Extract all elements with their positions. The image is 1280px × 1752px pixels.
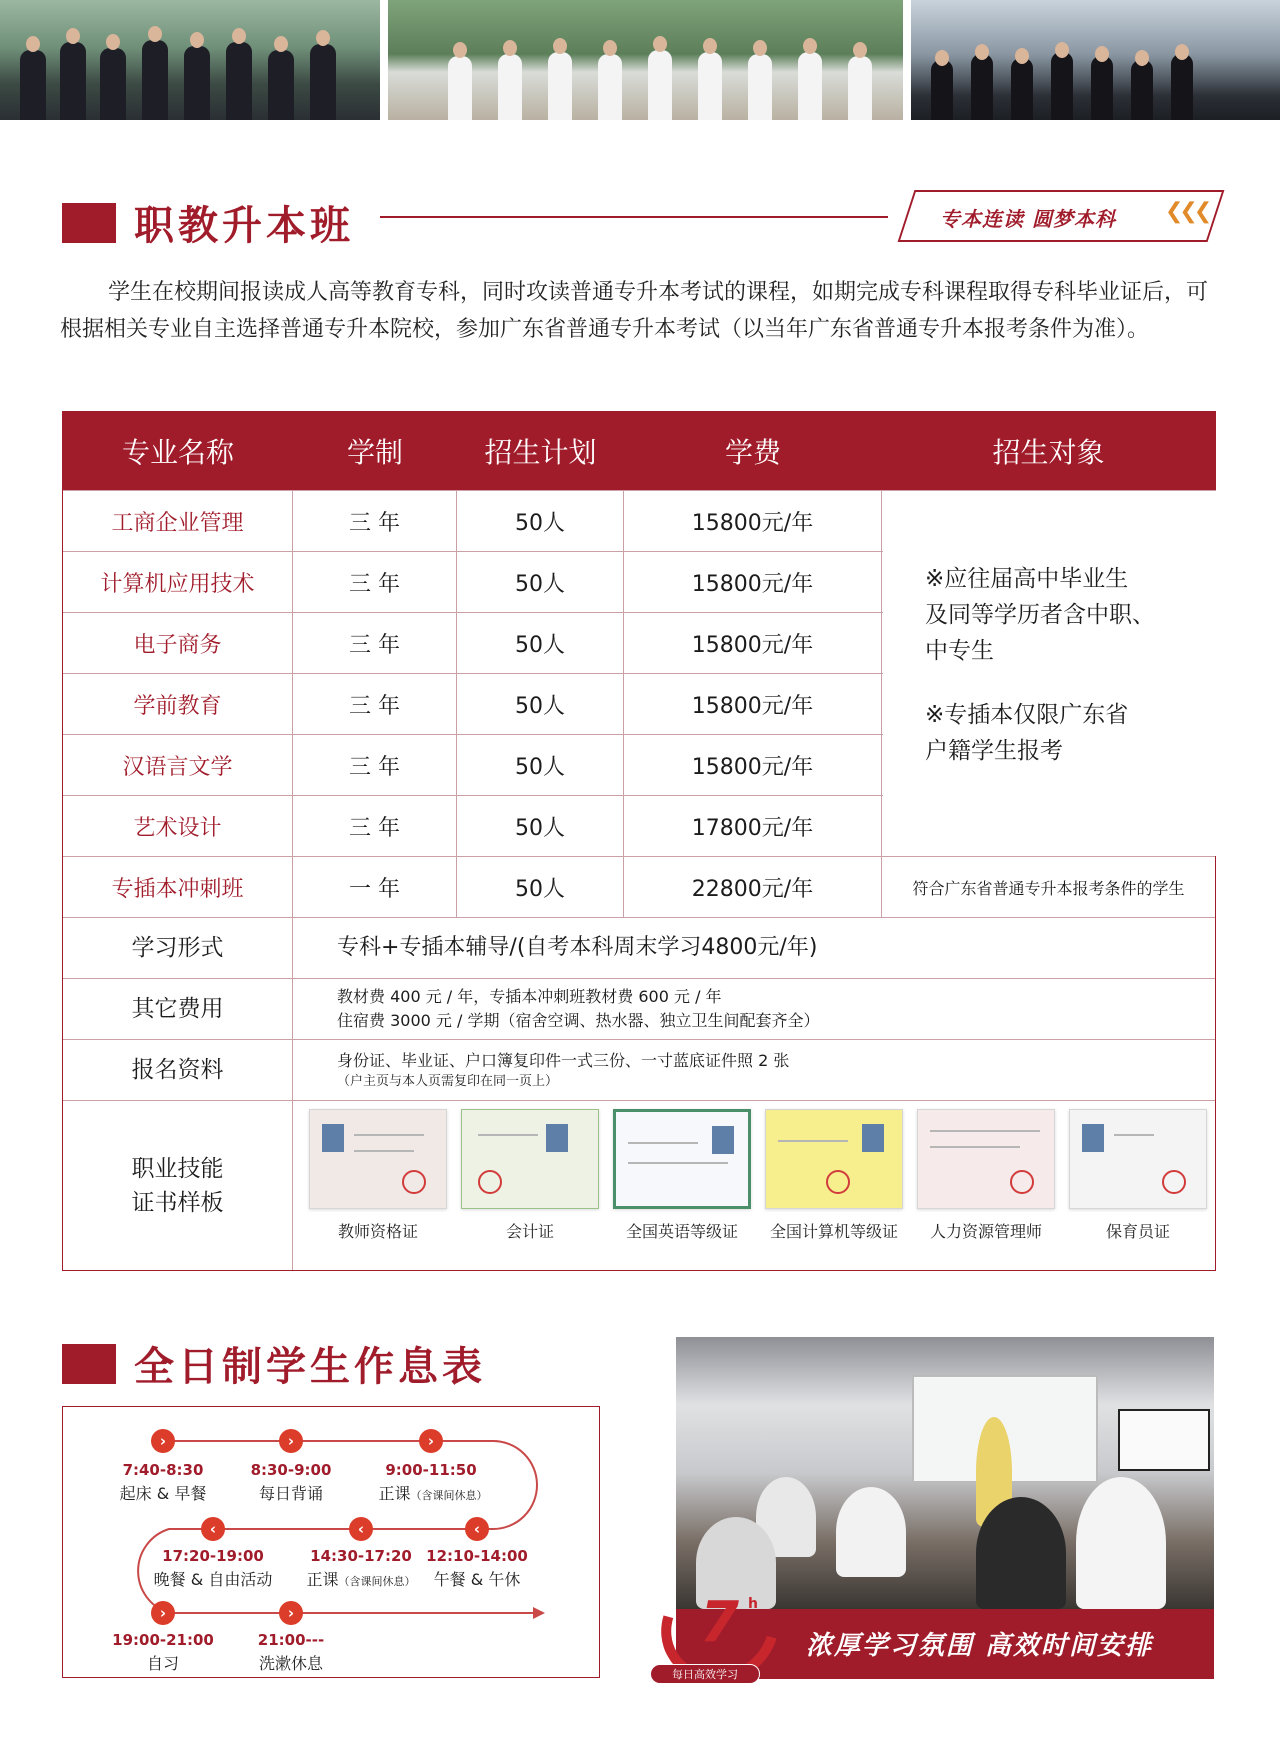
arrow-right-icon: › xyxy=(279,1429,303,1453)
heading-square-icon xyxy=(62,203,116,243)
label-certificates xyxy=(63,1101,293,1270)
badge-tag: 每日高效学习 xyxy=(650,1664,760,1684)
badge-number: 7 xyxy=(700,1590,739,1655)
value-study-form: 专科+专插本辅导/(自考本科周末学习4800元/年) xyxy=(337,935,818,960)
cell-target-last: 符合广东省普通专升本报考条件的学生 xyxy=(912,878,1185,898)
screen xyxy=(1118,1409,1210,1471)
program-table xyxy=(62,411,1216,1271)
cell-duration: 三 年 xyxy=(293,491,457,551)
other-fees-line-2: 住宿费 3000 元 / 学期（宿舍空调、热水器、独立卫生间配套齐全） xyxy=(337,1011,820,1030)
table-row xyxy=(63,856,1215,917)
schedule-time: 7:40-8:30 xyxy=(122,1461,204,1479)
arrow-left-icon: ‹ xyxy=(465,1517,489,1541)
cell-fee: 22800元/年 xyxy=(624,857,882,917)
certificate-image xyxy=(1069,1109,1207,1209)
target-line: 中专生 xyxy=(925,638,994,664)
schedule-time: 8:30-9:00 xyxy=(250,1461,332,1479)
schedule-time: 14:30-17:20 xyxy=(310,1547,412,1565)
certificate-english xyxy=(613,1109,751,1270)
arrow-right-icon: › xyxy=(151,1601,175,1625)
cell-major: 工商企业管理 xyxy=(63,491,293,551)
certificate-image xyxy=(461,1109,599,1209)
row-study-form xyxy=(63,917,1215,978)
cell-plan: 50人 xyxy=(457,552,624,612)
certificate-label: 全国计算机等级证 xyxy=(769,1222,898,1241)
target-line: ※专插本仅限广东省 xyxy=(925,702,1129,728)
photo-caption: 浓厚学习氛围 高效时间安排 xyxy=(806,1631,1154,1661)
chevrons-left-icon: ❮❮❮ xyxy=(1165,199,1209,224)
heading-square-icon xyxy=(62,1344,116,1384)
schedule-activity: 起床 & 早餐 xyxy=(119,1484,207,1503)
schedule-activity: 自习 xyxy=(146,1654,179,1673)
col-header-plan: 招生计划 xyxy=(484,436,597,469)
cell-duration: 三 年 xyxy=(293,796,457,856)
label-other-fees: 其它费用 xyxy=(63,979,293,1039)
section-title: 全日制学生作息表 xyxy=(134,1344,486,1390)
certificate-label: 人力资源管理师 xyxy=(929,1222,1042,1241)
label-certificates-line-1: 职业技能 xyxy=(131,1155,224,1182)
classroom-photo xyxy=(676,1337,1214,1609)
cell-duration: 一 年 xyxy=(293,857,457,917)
row-certificates xyxy=(63,1100,1215,1270)
cell-major: 专插本冲刺班 xyxy=(63,857,293,917)
schedule-activity: 午餐 & 午休 xyxy=(433,1570,521,1589)
certificate-teacher xyxy=(309,1109,447,1270)
target-line: ※应往届高中毕业生 xyxy=(925,566,1129,592)
cell-fee: 15800元/年 xyxy=(624,552,882,612)
schedule-activity: 洗漱休息 xyxy=(258,1654,323,1673)
target-line: 户籍学生报考 xyxy=(925,738,1063,764)
documents-line-2: （户主页与本人页需复印在同一页上） xyxy=(337,1074,559,1089)
cell-plan: 50人 xyxy=(457,613,624,673)
section-title: 职教升本班 xyxy=(134,203,354,249)
arrow-left-icon: ‹ xyxy=(349,1517,373,1541)
certificate-image xyxy=(765,1109,903,1209)
col-header-target: 招生对象 xyxy=(992,436,1105,469)
cell-target-merged xyxy=(883,490,1216,856)
cell-plan: 50人 xyxy=(457,491,624,551)
cell-plan: 50人 xyxy=(457,674,624,734)
arrow-right-icon: › xyxy=(279,1601,303,1625)
certificate-computer xyxy=(765,1109,903,1270)
cell-major: 电子商务 xyxy=(63,613,293,673)
cell-major: 学前教育 xyxy=(63,674,293,734)
certificate-image xyxy=(917,1109,1055,1209)
col-header-duration: 学制 xyxy=(346,436,403,469)
certificate-label: 教师资格证 xyxy=(337,1222,418,1241)
certificate-hr xyxy=(917,1109,1055,1270)
schedule-timeline xyxy=(62,1406,600,1678)
slogan-text: 专本连读 圆梦本科 xyxy=(940,207,1116,231)
cell-fee: 15800元/年 xyxy=(624,674,882,734)
schedule-time: 21:00--- xyxy=(257,1631,325,1649)
schedule-activity: 正课 xyxy=(378,1484,411,1503)
cell-duration: 三 年 xyxy=(293,552,457,612)
certificate-label: 全国英语等级证 xyxy=(625,1222,738,1241)
cell-major: 汉语言文学 xyxy=(63,735,293,795)
schedule-activity: 正课 xyxy=(306,1570,339,1589)
schedule-activity: 每日背诵 xyxy=(258,1484,323,1503)
certificate-image xyxy=(309,1109,447,1209)
schedule-note: （含课间休息） xyxy=(338,1575,416,1588)
certificate-label: 会计证 xyxy=(505,1222,554,1241)
cell-duration: 三 年 xyxy=(293,613,457,673)
certificate-label: 保育员证 xyxy=(1105,1222,1170,1241)
cell-fee: 15800元/年 xyxy=(624,613,882,673)
certificate-gallery xyxy=(293,1101,1207,1270)
cell-fee: 15800元/年 xyxy=(624,491,882,551)
arrow-left-icon: ‹ xyxy=(201,1517,225,1541)
other-fees-line-1: 教材费 400 元 / 年，专插本冲刺班教材费 600 元 / 年 xyxy=(337,987,722,1006)
intro-paragraph: 学生在校期间报读成人高等教育专科，同时攻读普通专升本考试的课程，如期完成专科课程取得专科毕业证后，可根据相关专业自主选择普通专升本院校，参加广东省普通专升本考试（以当年广东省普通专升本报考条件为准）。 xyxy=(60,280,1209,342)
students-walking-photo xyxy=(388,0,903,120)
certificate-childcare xyxy=(1069,1109,1207,1270)
col-header-major: 专业名称 xyxy=(121,436,234,469)
cell-plan: 50人 xyxy=(457,857,624,917)
cell-fee: 17800元/年 xyxy=(624,796,882,856)
schedule-time: 17:20-19:00 xyxy=(162,1547,264,1565)
cell-fee: 15800元/年 xyxy=(624,735,882,795)
certificate-image xyxy=(613,1109,751,1209)
label-documents: 报名资料 xyxy=(63,1040,293,1100)
arrow-right-icon: › xyxy=(419,1429,443,1453)
cell-duration: 三 年 xyxy=(293,735,457,795)
schedule-time: 12:10-14:00 xyxy=(426,1547,528,1565)
schedule-note: （含课间休息） xyxy=(410,1489,488,1502)
section-heading-upgrade-class xyxy=(62,194,354,251)
schedule-activity: 晚餐 & 自由活动 xyxy=(153,1570,273,1589)
target-line: 及同等学历者含中职、 xyxy=(925,602,1155,628)
schedule-time: 9:00-11:50 xyxy=(385,1461,477,1479)
top-photo-banner xyxy=(0,0,1280,120)
section-heading-schedule xyxy=(62,1335,486,1392)
label-study-form: 学习形式 xyxy=(63,918,293,978)
documents-line-1: 身份证、毕业证、户口簿复印件一式三份、一寸蓝底证件照 2 张 xyxy=(337,1051,790,1070)
cell-plan: 50人 xyxy=(457,796,624,856)
graduation-photo-right xyxy=(911,0,1280,120)
cell-duration: 三 年 xyxy=(293,674,457,734)
cell-major: 计算机应用技术 xyxy=(63,552,293,612)
certificate-accounting xyxy=(461,1109,599,1270)
cell-plan: 50人 xyxy=(457,735,624,795)
col-header-fee: 学费 xyxy=(724,436,781,469)
schedule-time: 19:00-21:00 xyxy=(112,1631,214,1649)
badge-unit: h xyxy=(748,1596,758,1612)
row-other-fees xyxy=(63,978,1215,1039)
graduation-photo-left xyxy=(0,0,380,120)
row-documents xyxy=(63,1039,1215,1100)
table-header xyxy=(63,412,1215,490)
arrow-right-icon: › xyxy=(151,1429,175,1453)
cell-major: 艺术设计 xyxy=(63,796,293,856)
heading-divider xyxy=(380,216,888,218)
label-certificates-line-2: 证书样板 xyxy=(131,1189,224,1216)
